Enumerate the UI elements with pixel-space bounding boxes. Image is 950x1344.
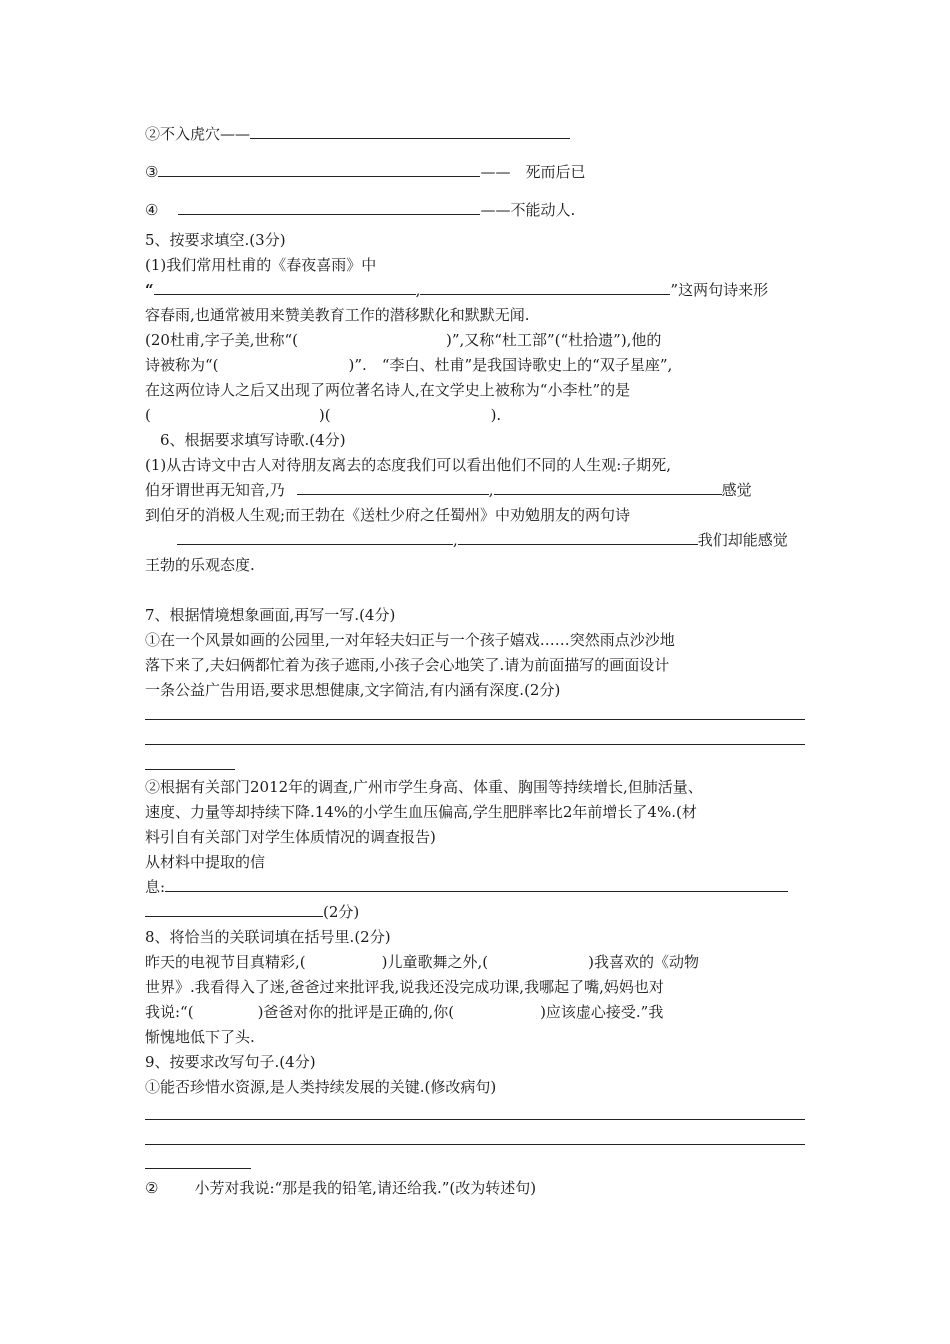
score-text: (2分) (323, 903, 360, 921)
answer-blank[interactable] (154, 280, 416, 295)
question-6-blank-line (145, 480, 752, 500)
answer-blank[interactable] (494, 480, 722, 495)
answer-line[interactable] (145, 719, 805, 720)
text: )儿童歌舞之外,( (381, 953, 489, 971)
answer-line[interactable] (145, 1168, 251, 1169)
question-8-line (145, 952, 699, 972)
text: )我喜欢的《动物 (588, 953, 699, 971)
answer-line[interactable] (145, 1119, 805, 1120)
answer-line[interactable] (145, 744, 805, 745)
text: 我们却能感觉 (697, 531, 788, 549)
answer-blank[interactable] (250, 124, 570, 139)
text: ② (145, 1179, 159, 1197)
question-5-line (145, 405, 501, 425)
question-8-line (145, 1002, 663, 1022)
answer-blank[interactable] (165, 877, 788, 892)
idiom-4-marker: ④ (145, 201, 159, 219)
text: )爸爸对你的批评是正确的,你( (257, 1003, 455, 1021)
question-6-title: 6、根据要求填写诗歌.(4分) (160, 431, 346, 449)
question-7-line: 落下来了,夫妇俩都忙着为孩子遮雨,小孩子会心地笑了.请为前面描写的画面设计 (145, 656, 670, 674)
answer-blank[interactable] (145, 902, 323, 917)
question-5-title: 5、按要求填空.(3分) (145, 231, 286, 249)
text: )应该虚心接受.”我 (540, 1003, 664, 1021)
question-7-line: 速度、力量等却持续下降.14%的小学生血压偏高,学生肥胖率比2年前增长了4%.(材 (145, 803, 697, 821)
text: ). (490, 406, 502, 424)
question-5-line (145, 355, 672, 375)
text: (20杜甫,字子美,世称“( (145, 331, 298, 349)
text: 昨天的电视节目真精彩,( (145, 953, 306, 971)
text: 伯牙谓世再无知音,乃 (145, 481, 285, 499)
answer-blank[interactable] (177, 530, 453, 545)
question-7-line: 一条公益广告用语,要求思想健康,文字简洁,有内涵有深度.(2分) (145, 681, 561, 699)
question-5-line: 在这两位诗人之后又出现了两位著名诗人,在文学史上被称为“小李杜”的是 (145, 381, 631, 399)
text: ( (145, 406, 151, 424)
question-8-line: 惭愧地低下了头. (145, 1028, 255, 1046)
question-7-line: ②根据有关部门2012年的调查,广州市学生身高、体重、胸围等持续增长,但肺活量、 (145, 778, 703, 796)
question-7-title: 7、根据情境想象画面,再写一写.(4分) (145, 606, 396, 624)
text: 息: (145, 878, 166, 896)
comma: , (415, 281, 421, 299)
answer-blank[interactable] (297, 480, 489, 495)
comma: , (488, 481, 494, 499)
idiom-2-text: ②不入虎穴—— (145, 125, 251, 143)
text: )”,又称“杜工部”(“杜拾遗”),他的 (446, 331, 662, 349)
question-5-line: (1)我们常用杜甫的《春夜喜雨》中 (145, 256, 377, 274)
question-7-blank-line (145, 902, 359, 922)
answer-blank[interactable] (458, 530, 698, 545)
question-7-line: 料引自有关部门对学生体质情况的调查报告) (145, 828, 436, 846)
text: 小芳对我说:“那是我的铅笔,请还给我.”(改为转述句) (194, 1179, 537, 1197)
comma: , (453, 531, 458, 549)
question-8-title: 8、将恰当的关联词填在括号里.(2分) (145, 928, 391, 946)
text: 诗被称为“( (145, 356, 219, 374)
question-6-blank-line (145, 530, 788, 550)
question-7-blank-line (145, 877, 788, 897)
question-7-line: 从材料中提取的信 (145, 853, 266, 871)
answer-line[interactable] (145, 1144, 805, 1145)
question-5-line (145, 330, 661, 350)
answer-blank[interactable] (420, 280, 670, 295)
open-quote: “ (145, 281, 154, 299)
idiom-line-3 (145, 162, 585, 182)
text: )”. “李白、杜甫”是我国诗歌史上的“双子星座”, (348, 356, 673, 374)
idiom-3-marker: ③ (145, 163, 159, 181)
question-9-line: ①能否珍惜水资源,是人类持续发展的关键.(修改病句) (145, 1078, 497, 1096)
idiom-line-4 (145, 200, 575, 220)
close-quote-text: ”这两句诗来形 (670, 281, 769, 299)
question-5-blank-line (145, 280, 768, 300)
answer-blank[interactable] (178, 200, 480, 215)
text: 感觉 (721, 481, 752, 499)
question-7-line: ①在一个风景如画的公园里,一对年轻夫妇正与一个孩子嬉戏……突然雨点沙沙地 (145, 631, 675, 649)
question-9-line (145, 1178, 536, 1198)
question-6-line: 到伯牙的消极人生观;而王勃在《送杜少府之任蜀州》中劝勉朋友的两句诗 (145, 506, 631, 524)
question-9-title: 9、按要求改写句子.(4分) (145, 1053, 316, 1071)
idiom-line-2 (145, 124, 570, 144)
question-6-line: (1)从古诗文中古人对待朋友离去的态度我们可以看出他们不同的人生观:子期死, (145, 456, 672, 474)
question-6-line: 王勃的乐观态度. (145, 556, 255, 574)
text: )( (318, 406, 331, 424)
question-5-line: 容春雨,也通常被用来赞美教育工作的潜移默化和默默无闻. (145, 306, 530, 324)
answer-line[interactable] (145, 769, 235, 770)
answer-blank[interactable] (158, 162, 480, 177)
idiom-3-text: —— 死而后已 (480, 163, 586, 181)
idiom-4-text: ——不能动人. (480, 201, 576, 219)
text: 我说:“( (145, 1003, 194, 1021)
question-8-line: 世界》.我看得入了迷,爸爸过来批评我,说我还没完成功课,我哪起了嘴,妈妈也对 (145, 978, 664, 996)
